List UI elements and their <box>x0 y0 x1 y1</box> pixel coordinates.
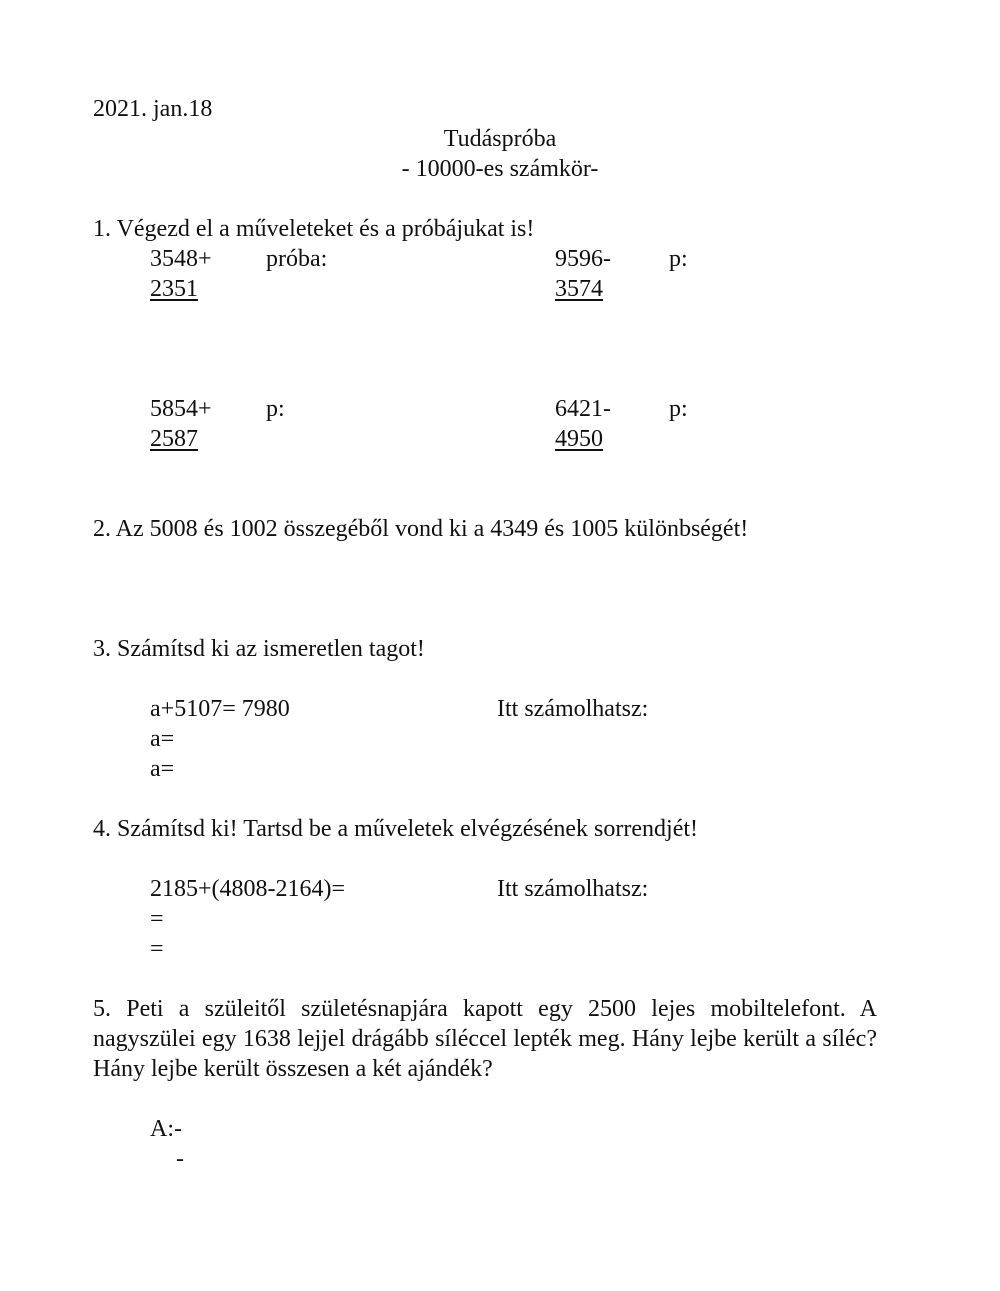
q5-answer-dash: - <box>176 1146 184 1172</box>
date: 2021. jan.18 <box>93 96 213 122</box>
q1-op3-check: p: <box>266 396 285 422</box>
q3-line1: a= <box>150 726 175 752</box>
q1-op2-bottom: 3574 <box>555 276 603 302</box>
q5-answer-label: A:- <box>150 1116 182 1142</box>
q1-op2-check: p: <box>669 246 688 272</box>
q5-text: 5. Peti a szüleitől születésnapjára kapott egy 2500 lejes mobiltelefont. A nagyszülei egy 1638 lejjel drágább síléccel lepték meg. Hány lejbe került a síléc? Hány lejbe került összesen a két ajándék? <box>93 996 877 1082</box>
q1-op1-check: próba: <box>266 246 328 272</box>
q1-op4-top: 6421- <box>555 396 611 422</box>
q3-work-label: Itt számolhatsz: <box>497 696 649 722</box>
q1-op3-top: 5854+ <box>150 396 212 422</box>
q4-work-label: Itt számolhatsz: <box>497 876 649 902</box>
q1-op1-top: 3548+ <box>150 246 212 272</box>
q4-heading: 4. Számítsd ki! Tartsd be a műveletek elvégzésének sorrendjét! <box>93 816 699 842</box>
q3-line2: a= <box>150 756 175 782</box>
q1-op1-bottom: 2351 <box>150 276 198 302</box>
q1-op2-top: 9596- <box>555 246 611 272</box>
q4-line1: = <box>150 906 164 932</box>
q2-heading: 2. Az 5008 és 1002 összegéből vond ki a 4349 és 1005 különbségét! <box>93 516 749 542</box>
q1-op3-bottom: 2587 <box>150 426 198 452</box>
page-subtitle: - 10000-es számkör- <box>401 156 599 182</box>
q3-equation: a+5107= 7980 <box>150 696 290 722</box>
q4-line2: = <box>150 936 164 962</box>
q1-heading: 1. Végezd el a műveleteket és a próbájukat is! <box>93 216 535 242</box>
page-title: Tudáspróba <box>443 126 557 152</box>
q4-expression: 2185+(4808-2164)= <box>150 876 346 902</box>
q1-op4-check: p: <box>669 396 688 422</box>
q3-heading: 3. Számítsd ki az ismeretlen tagot! <box>93 636 425 662</box>
q1-op4-bottom: 4950 <box>555 426 603 452</box>
